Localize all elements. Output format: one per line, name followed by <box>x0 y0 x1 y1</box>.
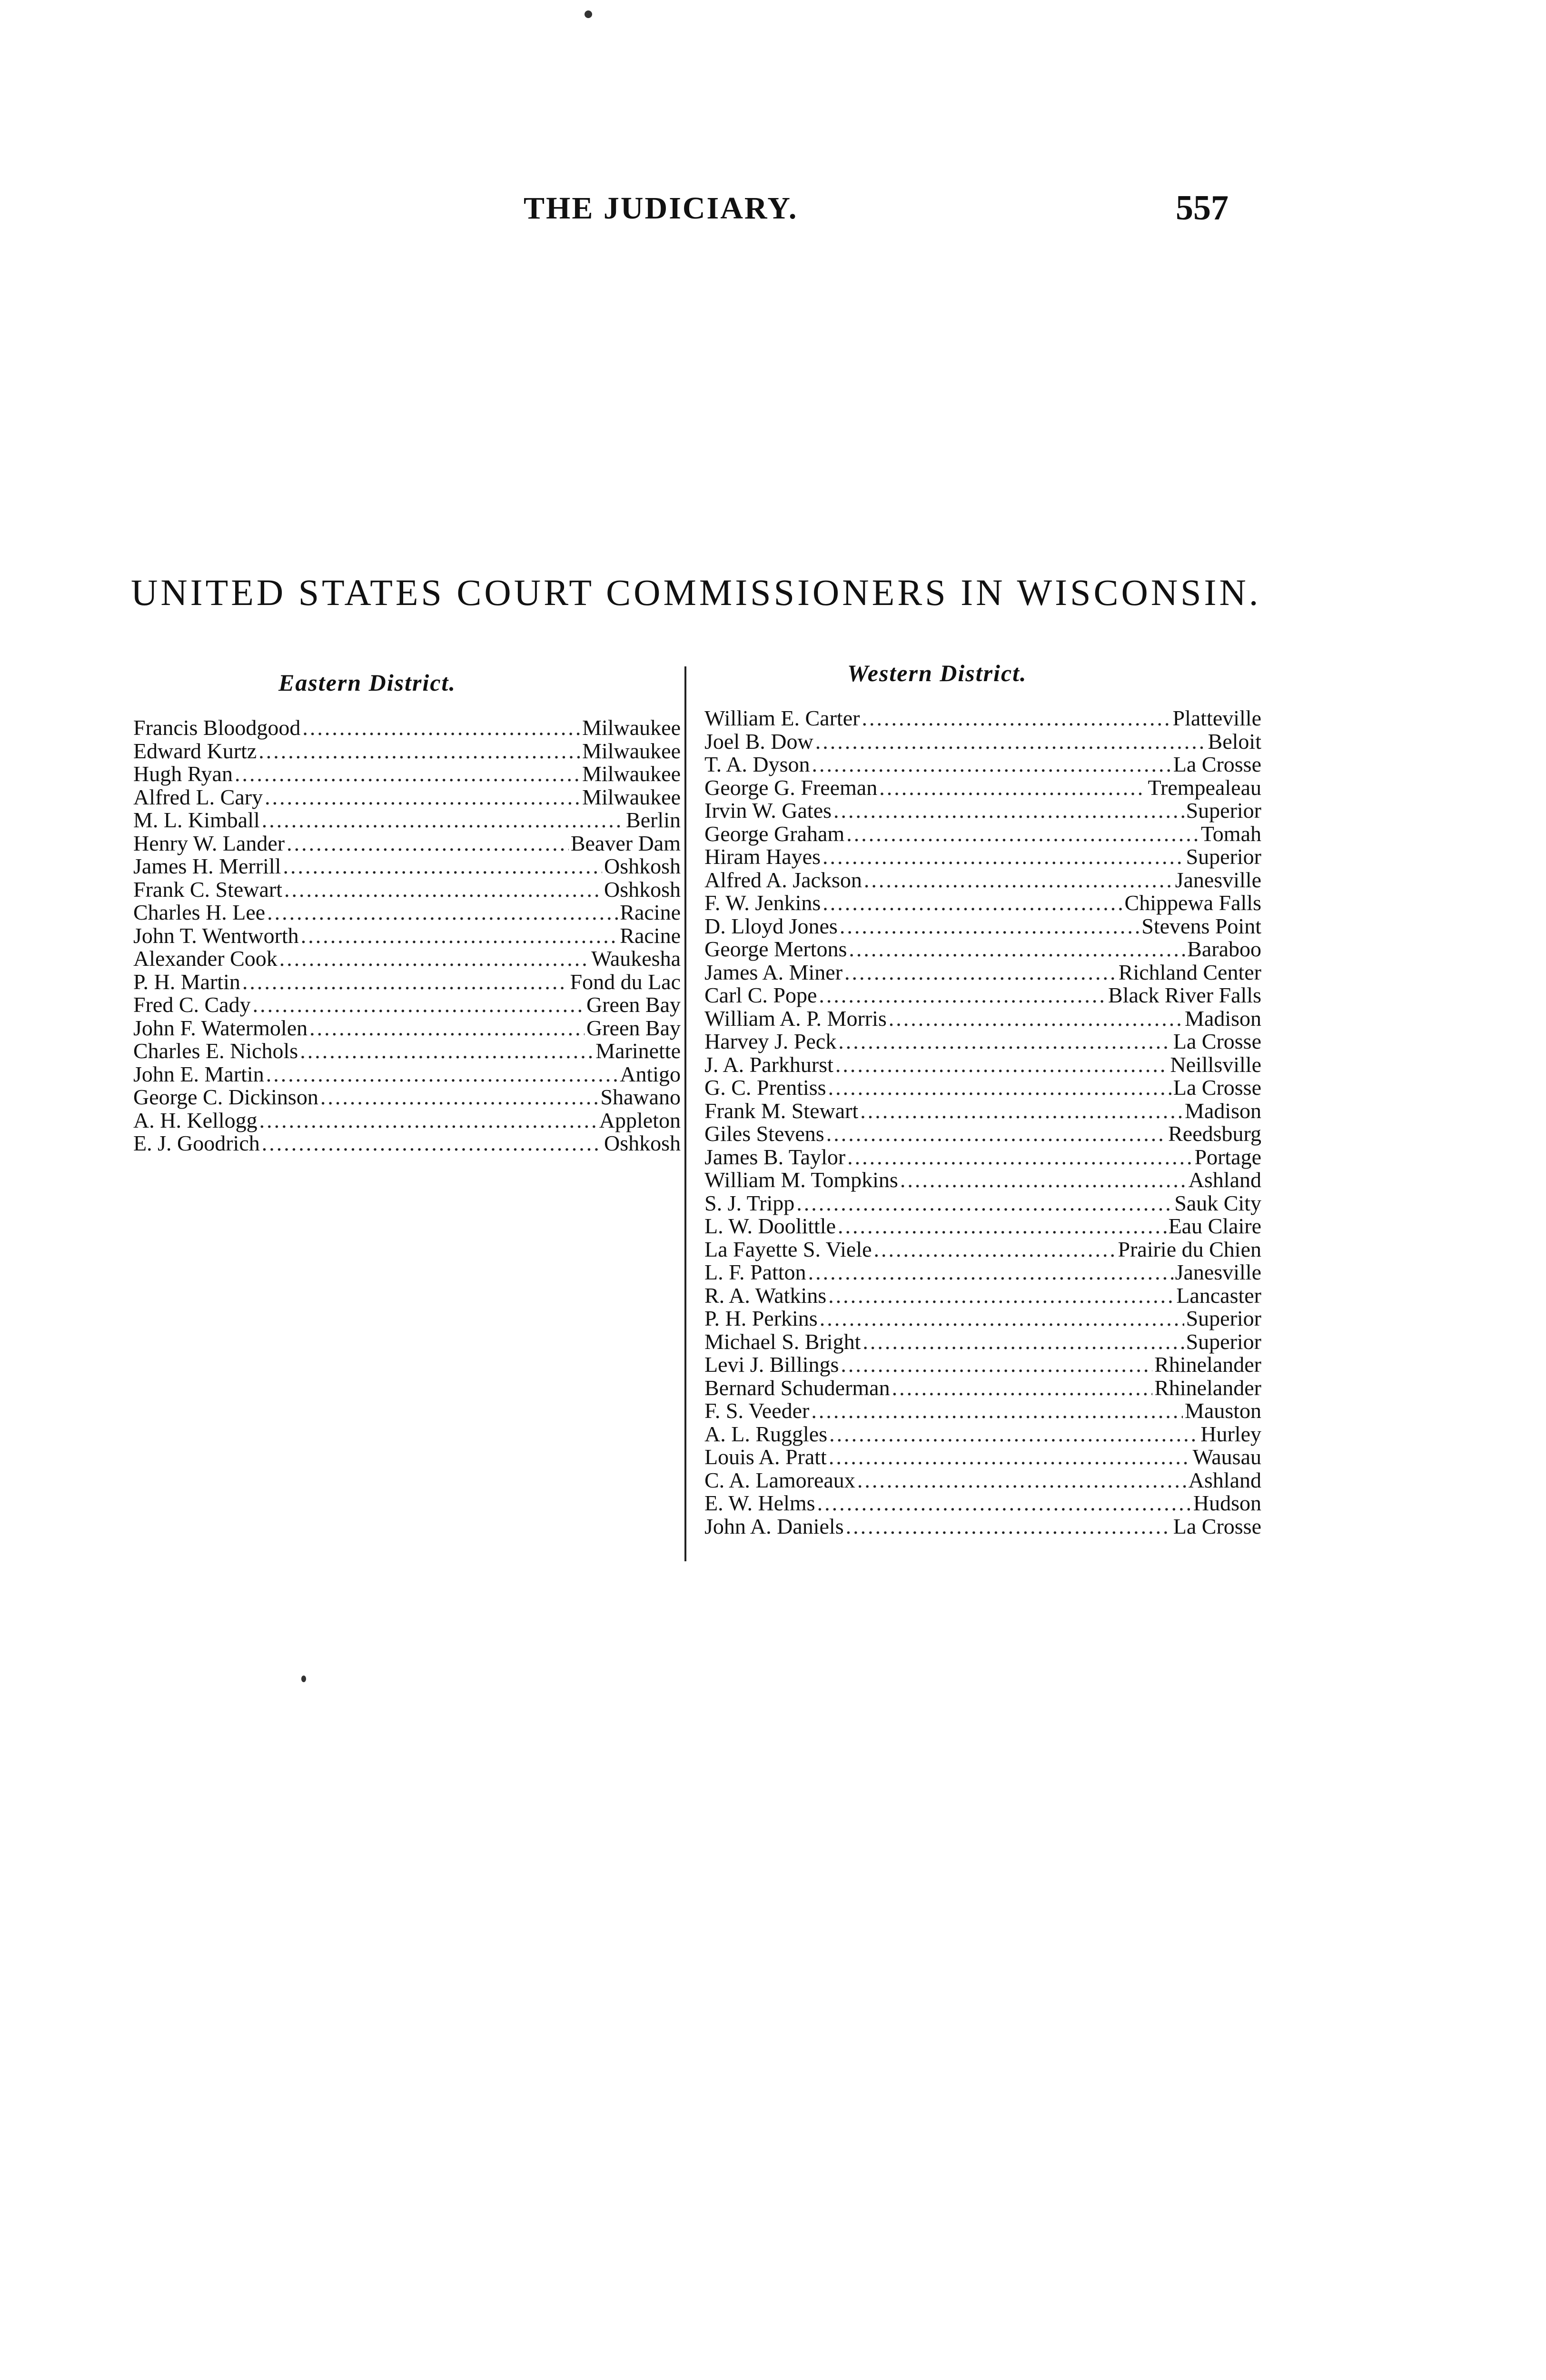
dot-leader <box>874 1238 1116 1261</box>
commissioner-place: Waukesha <box>591 946 681 971</box>
commissioner-entry <box>704 1122 1261 1146</box>
commissioner-place: Black River Falls <box>1108 983 1261 1007</box>
commissioner-place: Beaver Dam <box>570 831 681 855</box>
commissioner-entry <box>704 1399 1261 1423</box>
commissioner-place: Racine <box>620 923 681 948</box>
page-number: 557 <box>1176 188 1229 228</box>
section-title: UNITED STATES COURT COMMISSIONERS IN WISCONSIN. <box>131 572 1261 613</box>
commissioner-name: Edward Kurtz <box>133 738 257 763</box>
commissioner-place: Oshkosh <box>604 877 681 902</box>
commissioner-name: G. C. Prentiss <box>704 1075 826 1100</box>
dot-leader <box>302 716 580 739</box>
commissioner-entry <box>133 1063 681 1086</box>
commissioner-entry <box>704 1307 1261 1330</box>
commissioner-name: L. W. Doolittle <box>704 1214 836 1238</box>
dot-leader <box>812 753 1171 776</box>
commissioner-place: Beloit <box>1208 729 1261 754</box>
commissioner-place: Ashland <box>1188 1168 1261 1192</box>
commissioner-place: Oshkosh <box>604 854 681 878</box>
commissioner-entry <box>133 947 681 971</box>
commissioner-entry <box>133 1109 681 1132</box>
dot-leader <box>847 1146 1192 1169</box>
commissioner-entry <box>133 832 681 855</box>
commissioner-entry <box>704 1330 1261 1354</box>
commissioner-place: Oshkosh <box>604 1131 681 1155</box>
dot-leader <box>283 855 602 878</box>
commissioner-entry <box>704 730 1261 754</box>
commissioner-place: Marinette <box>595 1039 681 1063</box>
dot-leader <box>841 1353 1152 1376</box>
commissioner-name: Hugh Ryan <box>133 762 233 786</box>
commissioner-entry <box>133 1132 681 1155</box>
commissioner-place: Ashland <box>1188 1468 1261 1492</box>
eastern-district-heading: Eastern District. <box>278 669 456 696</box>
commissioner-name: James B. Taylor <box>704 1144 846 1169</box>
commissioner-entry <box>704 707 1261 730</box>
dot-leader <box>828 1076 1171 1099</box>
dot-leader <box>796 1192 1172 1215</box>
commissioner-name: P. H. Martin <box>133 969 240 994</box>
commissioner-name: R. A. Watkins <box>704 1283 827 1308</box>
commissioner-entry <box>133 1086 681 1109</box>
commissioner-place: Fond du Lac <box>570 969 681 994</box>
dot-leader <box>900 1169 1187 1191</box>
dot-leader <box>829 1423 1199 1446</box>
dot-leader <box>235 763 580 785</box>
dot-leader <box>811 1399 1183 1422</box>
commissioner-name: Henry W. Lander <box>133 831 285 855</box>
commissioner-place: Berlin <box>626 808 681 832</box>
commissioner-name: Alfred L. Cary <box>133 784 263 809</box>
commissioner-entry <box>133 971 681 994</box>
commissioner-place: Rhinelander <box>1154 1352 1261 1377</box>
commissioner-name: George G. Freeman <box>704 775 878 800</box>
dot-leader <box>808 1261 1173 1284</box>
dot-leader <box>265 786 580 809</box>
commissioner-entry <box>704 1192 1261 1215</box>
dot-leader <box>844 961 1117 984</box>
commissioner-name: John F. Watermolen <box>133 1015 308 1040</box>
commissioner-place: Superior <box>1186 798 1261 823</box>
dot-leader <box>819 984 1106 1007</box>
commissioner-name: Charles H. Lee <box>133 900 266 924</box>
commissioner-place: Mauston <box>1185 1398 1261 1423</box>
dot-leader <box>889 1007 1183 1030</box>
ink-speck <box>585 10 592 18</box>
commissioner-name: A. L. Ruggles <box>704 1421 828 1446</box>
commissioner-entry <box>704 1469 1261 1492</box>
ink-speck <box>301 1676 306 1682</box>
commissioner-name: John E. Martin <box>133 1061 264 1086</box>
commissioner-entry <box>704 799 1261 823</box>
dot-leader <box>258 740 580 763</box>
commissioner-place: La Crosse <box>1173 1075 1261 1100</box>
commissioner-name: La Fayette S. Viele <box>704 1237 872 1261</box>
commissioner-place: Stevens Point <box>1141 913 1261 938</box>
commissioner-name: Carl C. Pope <box>704 983 817 1007</box>
commissioner-name: Louis A. Pratt <box>704 1445 827 1469</box>
dot-leader <box>835 1053 1168 1076</box>
commissioner-place: Superior <box>1186 844 1261 869</box>
commissioner-name: George Graham <box>704 821 845 846</box>
commissioner-entry <box>704 1515 1261 1538</box>
commissioner-place: Hurley <box>1200 1421 1261 1446</box>
running-title: THE JUDICIARY. <box>524 191 798 226</box>
commissioner-name: M. L. Kimball <box>133 808 260 832</box>
commissioner-name: E. J. Goodrich <box>133 1131 260 1155</box>
dot-leader <box>826 1122 1166 1145</box>
commissioner-name: Frank C. Stewart <box>133 877 283 902</box>
commissioner-entry <box>704 1492 1261 1515</box>
commissioner-place: Tomah <box>1200 821 1261 846</box>
dot-leader <box>860 1100 1183 1122</box>
commissioner-place: Hudson <box>1193 1491 1261 1515</box>
commissioner-entry <box>704 823 1261 846</box>
commissioner-place: Portage <box>1194 1144 1261 1169</box>
dot-leader <box>266 1063 618 1086</box>
dot-leader <box>838 1215 1167 1238</box>
commissioner-entry <box>704 1007 1261 1031</box>
commissioner-name: Alfred A. Jackson <box>704 867 862 892</box>
column-divider <box>684 666 686 1561</box>
western-district-list <box>704 707 1261 1538</box>
commissioner-entry <box>133 901 681 924</box>
commissioner-place: Janesville <box>1175 1260 1261 1284</box>
commissioner-name: William E. Carter <box>704 706 860 730</box>
commissioner-name: Bernard Schuderman <box>704 1375 890 1400</box>
commissioner-entry <box>704 1169 1261 1192</box>
commissioner-entry <box>704 984 1261 1007</box>
dot-leader <box>864 869 1173 892</box>
commissioner-place: Neillsville <box>1170 1052 1261 1077</box>
commissioner-name: Francis Bloodgood <box>133 715 301 740</box>
commissioner-entry <box>133 740 681 763</box>
commissioner-entry <box>704 753 1261 776</box>
commissioner-name: George C. Dickinson <box>133 1085 318 1109</box>
dot-leader <box>823 845 1184 868</box>
commissioner-name: George Mertons <box>704 937 847 961</box>
commissioner-entry <box>704 1100 1261 1123</box>
dot-leader <box>259 1109 597 1132</box>
dot-leader <box>253 993 585 1016</box>
dot-leader <box>287 832 569 855</box>
commissioner-name: Giles Stevens <box>704 1121 824 1146</box>
dot-leader <box>262 809 624 832</box>
commissioner-entry <box>704 1423 1261 1446</box>
commissioner-entry <box>704 1284 1261 1308</box>
commissioner-name: Harvey J. Peck <box>704 1029 837 1053</box>
dot-leader <box>828 1284 1174 1307</box>
commissioner-place: Rhinelander <box>1154 1375 1261 1400</box>
commissioner-entry <box>704 1146 1261 1169</box>
commissioner-name: Levi J. Billings <box>704 1352 839 1377</box>
commissioner-name: C. A. Lamoreaux <box>704 1468 855 1492</box>
commissioner-place: Madison <box>1185 1098 1261 1123</box>
dot-leader <box>309 1017 585 1040</box>
commissioner-place: Madison <box>1185 1006 1261 1031</box>
dot-leader <box>242 971 568 993</box>
eastern-district-list <box>133 716 681 1155</box>
commissioner-name: L. F. Patton <box>704 1260 806 1284</box>
commissioner-place: Milwaukee <box>582 784 681 809</box>
commissioner-entry <box>133 855 681 878</box>
dot-leader <box>846 1515 1171 1538</box>
commissioner-name: John T. Wentworth <box>133 923 299 948</box>
commissioner-entry <box>704 1353 1261 1377</box>
commissioner-place: Richland Center <box>1118 960 1261 984</box>
commissioner-name: P. H. Perkins <box>704 1306 818 1330</box>
commissioner-entry <box>704 915 1261 938</box>
commissioner-entry <box>704 1238 1261 1261</box>
dot-leader <box>815 730 1206 753</box>
commissioner-place: Reedsburg <box>1168 1121 1261 1146</box>
commissioner-name: D. Lloyd Jones <box>704 913 838 938</box>
commissioner-entry <box>704 869 1261 892</box>
commissioner-place: Milwaukee <box>582 738 681 763</box>
commissioner-entry <box>133 809 681 832</box>
commissioner-name: F. W. Jenkins <box>704 891 821 915</box>
commissioner-name: F. S. Veeder <box>704 1398 810 1423</box>
commissioner-name: Frank M. Stewart <box>704 1098 859 1123</box>
dot-leader <box>892 1377 1153 1399</box>
commissioner-name: Alexander Cook <box>133 946 277 971</box>
commissioner-place: Racine <box>620 900 681 924</box>
commissioner-place: Wausau <box>1192 1445 1261 1469</box>
commissioner-entry <box>704 892 1261 915</box>
dot-leader <box>862 1330 1184 1353</box>
commissioner-name: A. H. Kellogg <box>133 1108 258 1132</box>
commissioner-entry <box>133 716 681 740</box>
commissioner-place: Green Bay <box>586 1015 681 1040</box>
commissioner-place: Shawano <box>600 1085 681 1109</box>
commissioner-place: Eau Claire <box>1168 1214 1261 1238</box>
commissioner-place: Superior <box>1186 1306 1261 1330</box>
commissioner-name: Hiram Hayes <box>704 844 821 869</box>
dot-leader <box>301 924 618 947</box>
dot-leader <box>838 1030 1171 1053</box>
commissioner-name: Irvin W. Gates <box>704 798 832 823</box>
commissioner-place: Janesville <box>1175 867 1261 892</box>
commissioner-place: Prairie du Chien <box>1118 1237 1261 1261</box>
commissioner-place: Green Bay <box>586 992 681 1017</box>
commissioner-name: Fred C. Cady <box>133 992 251 1017</box>
commissioner-place: Baraboo <box>1187 937 1261 961</box>
commissioner-place: Milwaukee <box>582 762 681 786</box>
commissioner-entry <box>704 961 1261 984</box>
commissioner-place: La Crosse <box>1173 1514 1261 1538</box>
commissioner-entry <box>133 924 681 948</box>
commissioner-name: S. J. Tripp <box>704 1190 795 1215</box>
commissioner-entry <box>133 1040 681 1063</box>
commissioner-place: Appleton <box>599 1108 681 1132</box>
dot-leader <box>879 776 1146 799</box>
dot-leader <box>262 1132 602 1155</box>
dot-leader <box>279 947 589 970</box>
dot-leader <box>823 892 1122 914</box>
commissioner-entry <box>133 763 681 786</box>
commissioner-name: John A. Daniels <box>704 1514 844 1538</box>
dot-leader <box>833 799 1184 822</box>
commissioner-entry <box>704 1446 1261 1469</box>
commissioner-name: E. W. Helms <box>704 1491 815 1515</box>
commissioner-place: Platteville <box>1172 706 1261 730</box>
commissioner-place: La Crosse <box>1173 752 1261 776</box>
commissioner-entry <box>704 1215 1261 1238</box>
western-district-heading: Western District. <box>847 660 1027 686</box>
dot-leader <box>849 938 1185 961</box>
commissioner-place: Lancaster <box>1176 1283 1261 1308</box>
commissioner-entry <box>704 1377 1261 1400</box>
commissioner-entry <box>704 1053 1261 1077</box>
commissioner-entry <box>704 776 1261 800</box>
commissioner-place: La Crosse <box>1173 1029 1261 1053</box>
commissioner-name: Joel B. Dow <box>704 729 813 754</box>
commissioner-place: Superior <box>1186 1329 1261 1354</box>
dot-leader <box>846 823 1199 845</box>
commissioner-name: Michael S. Bright <box>704 1329 861 1354</box>
commissioner-entry <box>704 1261 1261 1284</box>
commissioner-place: Milwaukee <box>582 715 681 740</box>
commissioner-entry <box>133 1017 681 1040</box>
commissioner-entry <box>704 845 1261 869</box>
commissioner-entry <box>704 938 1261 961</box>
dot-leader <box>862 707 1170 730</box>
commissioner-entry <box>704 1076 1261 1100</box>
dot-leader <box>320 1086 599 1109</box>
dot-leader <box>284 878 602 901</box>
commissioner-name: T. A. Dyson <box>704 752 810 776</box>
commissioner-entry <box>704 1030 1261 1053</box>
commissioner-entry <box>133 993 681 1017</box>
dot-leader <box>829 1446 1191 1468</box>
commissioner-entry <box>133 878 681 902</box>
dot-leader <box>840 915 1140 938</box>
commissioner-name: William A. P. Morris <box>704 1006 887 1031</box>
commissioner-entry <box>133 786 681 809</box>
commissioner-place: Chippewa Falls <box>1124 891 1261 915</box>
commissioner-place: Sauk City <box>1174 1190 1261 1215</box>
commissioner-place: Trempealeau <box>1148 775 1261 800</box>
commissioner-name: William M. Tompkins <box>704 1168 898 1192</box>
commissioner-name: James A. Miner <box>704 960 843 984</box>
dot-leader <box>300 1040 594 1062</box>
dot-leader <box>857 1469 1187 1492</box>
dot-leader <box>267 901 618 924</box>
dot-leader <box>817 1492 1191 1515</box>
dot-leader <box>820 1307 1184 1330</box>
commissioner-name: J. A. Parkhurst <box>704 1052 833 1077</box>
commissioner-name: James H. Merrill <box>133 854 281 878</box>
commissioner-place: Antigo <box>620 1061 681 1086</box>
commissioner-name: Charles E. Nichols <box>133 1039 298 1063</box>
